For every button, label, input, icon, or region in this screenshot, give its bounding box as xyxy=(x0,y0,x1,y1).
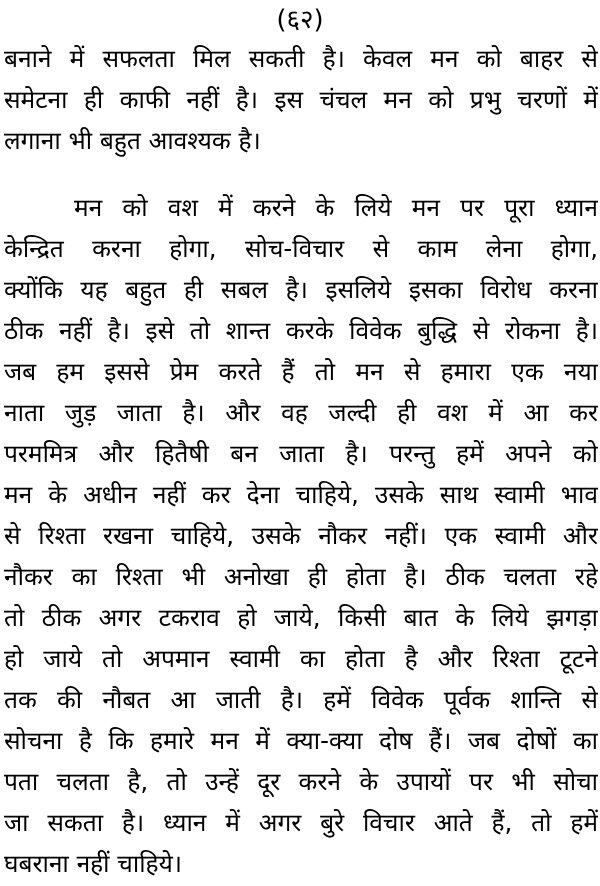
text-line: मन के अधीन नहीं कर देना चाहिये, उसके साथ स्वामी भाव xyxy=(4,480,598,509)
text-line: बनाने में सफलता मिल सकती है। केवल मन को बाहर से xyxy=(4,44,598,73)
text-line: तक की नौबत आ जाती है। हमें विवेक पूर्वक शान्ति से xyxy=(4,685,598,714)
text-line: लगाना भी बहुत आवश्यक है। xyxy=(4,126,261,155)
text-line: घबराना नहीं चाहिये। xyxy=(4,849,183,878)
text-line: नौकर का रिश्ता भी अनोखा ही होता है। ठीक चलता रहे xyxy=(4,562,598,591)
text-line: तो ठीक अगर टकराव हो जाये, किसी बात के लिये झगड़ा xyxy=(4,603,598,632)
text-line: जा सकता है। ध्यान में अगर बुरे विचार आते हैं, तो हमें xyxy=(4,808,598,837)
text-line: ठीक नहीं है। इसे तो शान्त करके विवेक बुद्धि से रोकना है। xyxy=(4,316,598,345)
paragraph-spacing xyxy=(4,161,598,187)
paragraph-1 xyxy=(4,38,598,161)
text-line: नाता जुड़ जाता है। और वह जल्दी ही वश में आ कर xyxy=(4,398,598,427)
text-line: क्योंकि यह बहुत ही सबल है। इसलिये इसका विरोध करना xyxy=(4,275,598,304)
text-line: केन्द्रित करना होगा, सोच-विचार से काम लेना होगा, xyxy=(4,234,598,263)
text-line: पता चलता है, तो उन्हें दूर करने के उपायों पर भी सोचा xyxy=(4,767,598,796)
page-number: (६२) xyxy=(276,5,324,35)
text-line: से रिश्ता रखना चाहिये, उसके नौकर नहीं। एक स्वामी और xyxy=(4,521,598,550)
text-line: समेटना ही काफी नहीं है। इस चंचल मन को प्रभु चरणों में xyxy=(4,85,598,114)
text-line: सोचना है कि हमारे मन में क्या-क्या दोष हैं। जब दोषों का xyxy=(4,726,598,755)
text-line: परममित्र और हितैषी बन जाता है। परन्तु हमें अपने को xyxy=(4,439,598,468)
text-line: हो जाये तो अपमान स्वामी का होता है और रिश्ता टूटने xyxy=(4,644,598,673)
body-text xyxy=(4,38,598,884)
paragraph-2 xyxy=(4,187,598,884)
text-line: जब हम इससे प्रेम करते हैं तो मन से हमारा एक नया xyxy=(4,357,598,386)
text-line: मन को वश में करने के लिये मन पर पूरा ध्यान xyxy=(74,193,598,222)
